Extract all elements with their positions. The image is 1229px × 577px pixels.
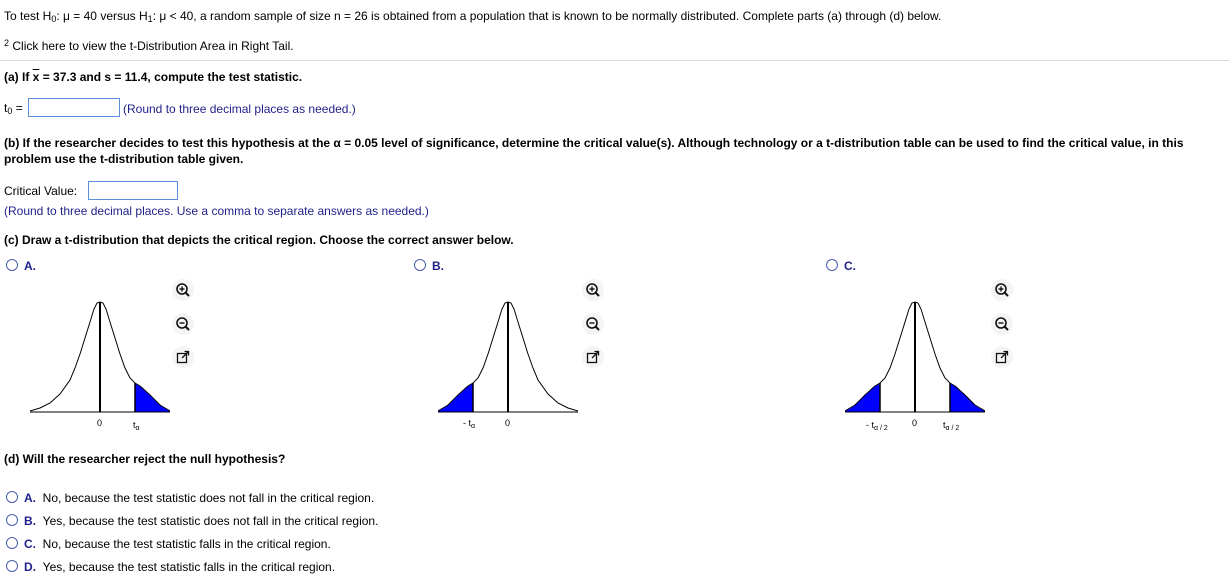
option-d-a-radio[interactable] — [6, 491, 18, 503]
critical-value-input[interactable] — [88, 181, 178, 200]
t-table-link[interactable]: $^2$ Click here to view the t-Distribution Area in Right Tail. — [4, 38, 294, 53]
option-d-b[interactable]: B. Yes, because the test statistic does not fall in the critical region. — [24, 514, 379, 528]
graph-c-t-label: $t_{\alpha / 2}$ — [943, 420, 960, 432]
zoom-out-button-b[interactable] — [582, 313, 604, 335]
option-d-c-radio[interactable] — [6, 537, 18, 549]
expand-button-a[interactable] — [172, 346, 194, 368]
expand-icon — [995, 350, 1009, 364]
part-d-prompt: (d) Will the researcher reject the null hypothesis? — [4, 452, 286, 466]
option-d-c[interactable]: C. No, because the test statistic falls in the critical region. — [24, 537, 331, 551]
critical-value-label: Critical Value: — [4, 184, 78, 198]
option-c-a-letter: A. — [24, 259, 36, 273]
graph-a-zero-label: 0 — [97, 418, 103, 428]
graph-a — [30, 300, 170, 415]
expand-button-c[interactable] — [991, 346, 1013, 368]
option-d-a[interactable]: A. No, because the test statistic does not fall in the critical region. — [24, 491, 375, 505]
part-a-prompt: (a) If $\overline{x} = 37.3$ and s = 11.4, compute the test statistic. — [4, 70, 303, 84]
part-a-hint: (Round to three decimal places as needed.) — [123, 102, 356, 116]
expand-icon — [586, 350, 600, 364]
option-c-c-radio[interactable] — [826, 259, 838, 271]
option-d-d-radio[interactable] — [6, 560, 18, 572]
part-b-prompt-line1: (b) If the researcher decides to test this hypothesis at the α = 0.05 level of significance, determine the critical value(s). Although technology or a t-distribution table can be used to find the critical value, in this — [4, 136, 1184, 150]
zoom-in-icon — [175, 282, 191, 298]
graph-b-zero-label: 0 — [505, 418, 511, 428]
zoom-out-button-c[interactable] — [991, 313, 1013, 335]
zoom-in-button-a[interactable] — [172, 279, 194, 301]
zoom-out-button-a[interactable] — [172, 313, 194, 335]
expand-icon — [176, 350, 190, 364]
test-statistic-input[interactable] — [28, 98, 120, 117]
part-b-hint: (Round to three decimal places. Use a comma to separate answers as needed.) — [4, 204, 429, 218]
graph-a-t-label: $t_\alpha$ — [133, 420, 140, 432]
zoom-out-icon — [994, 316, 1010, 332]
divider — [0, 60, 1229, 61]
graph-c — [845, 300, 985, 415]
graph-b-neg-t-label: - $t_\alpha$ — [463, 418, 476, 430]
graph-b — [438, 300, 578, 415]
t0-label: $t_0$ = — [4, 101, 23, 116]
zoom-out-icon — [585, 316, 601, 332]
option-c-a-radio[interactable] — [6, 259, 18, 271]
option-c-b-letter: B. — [432, 259, 444, 273]
option-d-b-radio[interactable] — [6, 514, 18, 526]
zoom-out-icon — [175, 316, 191, 332]
part-b-prompt-line2: problem use the t-distribution table given. — [4, 152, 244, 166]
graph-c-zero-label: 0 — [912, 418, 918, 428]
zoom-in-button-c[interactable] — [991, 279, 1013, 301]
zoom-in-icon — [585, 282, 601, 298]
graph-c-neg-t-label: - $t_{\alpha / 2}$ — [866, 420, 888, 432]
option-d-d[interactable]: D. Yes, because the test statistic falls in the critical region. — [24, 560, 336, 574]
part-c-prompt: (c) Draw a t-distribution that depicts the critical region. Choose the correct answer below. — [4, 233, 514, 247]
expand-button-b[interactable] — [582, 346, 604, 368]
zoom-in-icon — [994, 282, 1010, 298]
option-c-b-radio[interactable] — [414, 259, 426, 271]
zoom-in-button-b[interactable] — [582, 279, 604, 301]
option-c-c-letter: C. — [844, 259, 856, 273]
problem-statement: To test $H_0$: μ = 40 versus $H_1$: μ < 40, a random sample of size n = 26 is obtained from a population that is known to be normally distributed. Complete parts (a) through (d) below. — [4, 9, 942, 24]
